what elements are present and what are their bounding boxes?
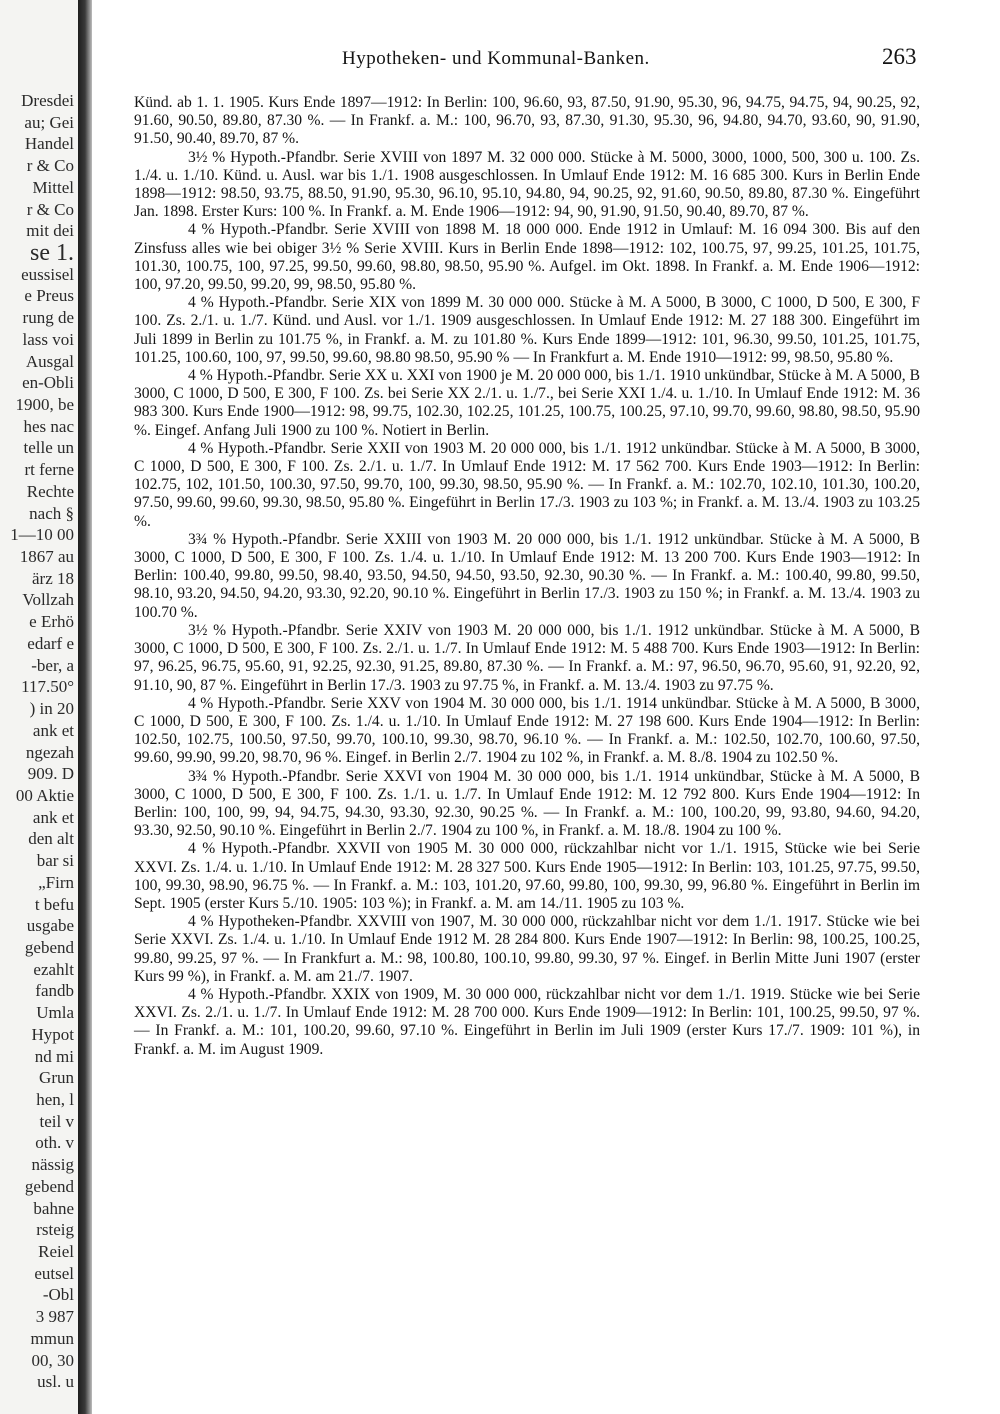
text-column	[134, 94, 920, 1059]
previous-page-fragment: 909. D	[27, 764, 74, 783]
previous-page-fragment: telle un	[23, 438, 74, 457]
previous-page-fragment: rsteig	[36, 1220, 74, 1239]
previous-page-fragment: hes nac	[23, 417, 74, 436]
previous-page-fragment: nd mi	[34, 1047, 74, 1066]
previous-page-fragment: edarf e	[27, 634, 74, 653]
previous-page-fragment: „Firn	[38, 873, 74, 892]
previous-page-fragment: t befu	[34, 895, 74, 914]
paragraph: 3½ % Hypoth.-Pfandbr. Serie XXIV von 1903 M. 20 000 000, bis 1./1. 1912 unkündbar. Stücke à M. A 5000, B 3000, C 1000, D 500, E 300, F 100. Zs. 2./1. u. 1./7. In Umlauf Ende 1912: M. 5 488 700. Kurs Ende 1903—1912: In Berlin: 97, 96.25, 96.75, 95.60, 91, 92.25, 92.30, 91.25, 89.80, 87.30 %. — In Frankf. a. M.: 97, 96.50, 96.70, 95.60, 91, 92.20, 92, 91.10, 90, 87 %. Eingeführt in Berlin 17./3. 1903 zu 97.75 %, in Frankf. a. M. 13./4. 1903 zu 97.75 %.	[134, 621, 920, 694]
previous-page-fragment: 1867 au	[19, 547, 74, 566]
previous-page-fragment: hen, l	[36, 1090, 74, 1109]
previous-page-fragment: lass voi	[22, 330, 74, 349]
previous-page-fragment: eutsel	[34, 1264, 74, 1283]
previous-page-fragment: e Preus	[24, 286, 74, 305]
previous-page-fragment: Grun	[39, 1068, 74, 1087]
previous-page-fragment: 1—10 00	[10, 525, 74, 544]
previous-page-fragment: usl. u	[37, 1372, 74, 1391]
previous-page-fragment: Ausgal	[25, 352, 74, 371]
previous-page-fragment: ngezah	[25, 743, 74, 762]
previous-page-fragment: bar si	[36, 851, 74, 870]
previous-page-fragment: ärz 18	[31, 569, 74, 588]
previous-page-fragment: gebend	[24, 938, 74, 957]
previous-page-fragment: Reiel	[38, 1242, 74, 1261]
previous-page-fragment: oth. v	[35, 1133, 74, 1152]
previous-page-fragment: bahne	[33, 1199, 74, 1218]
previous-page-fragment: r & Co	[26, 156, 74, 175]
previous-page-fragment: ) in 20	[29, 699, 74, 718]
previous-page-fragment: Hypot	[31, 1025, 74, 1044]
previous-page-fragment: Umla	[36, 1003, 74, 1022]
previous-page-fragment: -Obl	[42, 1285, 74, 1304]
paragraph: 3¾ % Hypoth.-Pfandbr. Serie XXIII von 1903 M. 20 000 000, bis 1./1. 1912 unkündbar. Stücke à M. A 5000, B 3000, C 1000, D 500, E 300, F 100. Zs. 1./4. u. 1./10. In Umlauf Ende 1912: M. 13 200 700. Kurs Ende 1903—1912: In Berlin: 100.40, 99.80, 99.50, 98.40, 93.50, 94.50, 94.50, 93.50, 92.30, 90.30 %. — In Frankf. a. M.: 100.40, 99.80, 99.50, 98.10, 93.20, 94.50, 94.20, 93.30, 92.20, 90.10 %. Eingeführt in Berlin 17./3. 1903 zu 150 %; in Frankf. a. M. 13./4. 1903 zu 100.70 %.	[134, 530, 920, 621]
previous-page-fragment: 1900, be	[15, 395, 74, 414]
paragraph: Künd. ab 1. 1. 1905. Kurs Ende 1897—1912: In Berlin: 100, 96.60, 93, 87.50, 91.90, 95.30, 96, 94.75, 94.75, 94, 90.25, 92, 91.60, 90.50, 89.80, 87.30 %. — In Frankf. a. M.: 100, 96.70, 93, 87.30, 91.30, 95.30, 96, 94.80, 94.70, 93.60, 90, 91.90, 91.50, 90.40, 89.70, 87 %.	[134, 94, 920, 148]
previous-page-fragment: Dresdei	[21, 91, 74, 110]
previous-page-fragment: mmun	[30, 1329, 74, 1348]
previous-page-fragment: nässig	[31, 1155, 74, 1174]
previous-page-fragment: teil v	[39, 1112, 74, 1131]
previous-page-fragment: -ber, a	[31, 656, 74, 675]
previous-page-fragment: mit dei	[26, 221, 74, 240]
previous-page-edge	[0, 0, 78, 1414]
previous-page-fragment: e Erhö	[29, 612, 74, 631]
previous-page-fragment: au; Gei	[24, 113, 74, 132]
previous-page-fragment: se 1.	[30, 240, 74, 266]
previous-page-fragment: eussisel	[21, 265, 74, 284]
previous-page-fragment: gebend	[24, 1177, 74, 1196]
paragraph: 4 % Hypoth.-Pfandbr. Serie XXII von 1903 M. 20 000 000, bis 1./1. 1912 unkündbar. Stücke à M. A 5000, B 3000, C 1000, D 500, E 300, F 100. Zs. 2./1. u. 1./7. In Umlauf Ende 1912: M. 17 562 700. Kurs Ende 1903—1912: In Berlin: 102.75, 102, 101.50, 100.30, 97.50, 99.70, 100, 99.30, 98.50, 95.90 %. — In Frankf. a. M.: 102.70, 102.10, 101.30, 100.20, 97.50, 99.60, 99.60, 99.30, 98.50, 95.80 %. Eingeführt in Berlin 17./3. 1903 zu 103 %; in Frankf. a. M. 13./4. 1903 zu 103.25 %.	[134, 439, 920, 530]
previous-page-fragment: rung de	[22, 308, 74, 327]
paragraph: 3½ % Hypoth.-Pfandbr. Serie XVIII von 1897 M. 32 000 000. Stücke à M. 5000, 3000, 1000, 500, 300 u. 100. Zs. 1./4. u. 1./10. Künd. u. Ausl. war bis 1./1. 1908 ausgeschlossen. In Umlauf Ende 1912: M. 16 685 300. Kurs in Berlin Ende 1898—1912: 98.50, 93.75, 88.50, 91.90, 95.30, 96.10, 95.10, 94.80, 94, 90.25, 92, 91.60, 90.50, 89.80, 87.30 %. Eingeführt Jan. 1898. Erster Kurs: 100 %. In Frankf. a. M. Ende 1906—1912: 94, 90, 91.90, 91.50, 90.40, 89.70, 87 %.	[134, 148, 920, 221]
previous-page-fragment: Rechte	[26, 482, 74, 501]
previous-page-fragment: den alt	[28, 829, 74, 848]
paragraph: 4 % Hypoth.-Pfandbr. Serie XIX von 1899 M. 30 000 000. Stücke à M. A 5000, B 3000, C 1000, D 500, E 300, F 100. Zs. 2./1. u. 1./7. Künd. und Ausl. vor 1./1. 1909 ausgeschlossen. In Umlauf Ende 1912: M. 27 188 300. Eingeführt im Juli 1899 in Berlin zu 101.75 %, in Frankf. a. M. zu 101.80 %. Kurs Ende 1899—1912: 101, 96.30, 99.50, 101.25, 101.75, 101.25, 100.60, 100, 97, 99.50, 99.60, 98.80 98.50, 95.90 % — In Frankfurt a. M. Ende 1910—1912: 99, 98.50, 95.80 %.	[134, 294, 920, 366]
paragraph: 4 % Hypoth.-Pfandbr. XXVII von 1905 M. 30 000 000, rückzahlbar nicht vor 1./1. 1915, Stücke wie bei Serie XXVI. Zs. 1./4. u. 1./10. In Umlauf Ende 1912: M. 28 327 500. Kurs Ende 1905—1912: In Berlin: 103, 101.25, 97.75, 99.50, 100, 99.30, 98.90, 96.75 %. — In Frankf. a. M.: 103, 101.20, 97.60, 99.80, 100, 99.30, 99, 96.80 %. Eingeführt in Berlin im Sept. 1905 (erster Kurs 5./10. 1905: 103 %); in Frankf. a. M. am 14./11. 1905 zu 103 %.	[134, 840, 920, 912]
book-binding-shadow	[78, 0, 92, 1414]
previous-page-fragment: en-Obli	[22, 373, 74, 392]
book-page	[92, 0, 1000, 1414]
previous-page-fragment: usgabe	[26, 916, 74, 935]
previous-page-fragment: Mittel	[32, 178, 74, 197]
paragraph: 4 % Hypoth.-Pfandbr. XXIX von 1909, M. 30 000 000, rückzahlbar nicht vor dem 1./1. 1919. Stücke wie bei Serie XXVI. Zs. 2./1. u. 1./7. In Umlauf Ende 1912: M. 28 700 000. Kurs Ende 1909—1912: In Berlin: 101, 100.25, 99.50, 97 %. — In Frankf. a. M.: 101, 100.20, 99.60, 97.10 %. Eingeführt in Berlin im Juli 1909 (erster Kurs 17./7. 1909: 101 %), in Frankf. a. M. im August 1909.	[134, 985, 920, 1058]
previous-page-fragment: 00 Aktie	[15, 786, 74, 805]
paragraph: 4 % Hypoth.-Pfandbr. Serie XXV von 1904 M. 30 000 000, bis 1./1. 1914 unkündbar. Stücke à M. A 5000, B 3000, C 1000, D 500, E 300, F 100. Zs. 1./4. u. 1./10. In Umlauf Ende 1912: M. 27 198 600. Kurs Ende 1904—1912: In Berlin: 102.50, 102.75, 100.50, 97.50, 99.70, 100.10, 99.30, 98.70, 96.10 %. — In Frankf. a. M.: 102.50, 102.70, 100.60, 97.50, 99.60, 99.90, 99.20, 98.70, 96 %. Eingef. in Berlin 2./7. 1904 zu 102 %, in Frankf. a. M. 8./8. 1904 zu 102.50 %.	[134, 694, 920, 767]
paragraph: 3¾ % Hypoth.-Pfandbr. Serie XXVI von 1904 M. 30 000 000, bis 1./1. 1914 unkündbar, Stücke à M. A 5000, B 3000, C 1000, D 500, E 300, F 100. Zs. 1./1. u. 1./7. In Umlauf Ende 1912: M. 12 792 800. Kurs Ende 1904—1912: In Berlin: 100, 100, 99, 94, 94.75, 94.30, 93.30, 92.30, 90.25 %. — In Frankf. a. M.: 100, 100.20, 99, 93.80, 94.60, 94.20, 93.30, 92.50, 90.10 %. Eingeführt in Berlin 2./7. 1904 zu 100 %, in Frankf. a. M. 18./8. 1904 zu 100 %.	[134, 767, 920, 840]
previous-page-fragment: ank et	[32, 808, 74, 827]
paragraph: 4 % Hypoth.-Pfandbr. Serie XX u. XXI von 1900 je M. 20 000 000, bis 1./1. 1910 unkündbar, Stücke à M. A 5000, B 3000, C 1000, D 500, E 300, F 100. Zs. bei Serie XX 2./1. u. 1./7., bei Serie XXI 1./4. u. 1./10. In Umlauf Ende 1912: M. 36 983 300. Kurs Ende 1900—1912: 98, 99.75, 102.30, 102.25, 101.25, 100.75, 100.25, 97.10, 99.70, 99.60, 98.80, 98.50, 95.90 %. Eingef. Anfang Juli 1900 zu 100 %. Notiert in Berlin.	[134, 367, 920, 439]
previous-page-fragment: 3 987	[35, 1307, 74, 1326]
previous-page-fragment: ank et	[32, 721, 74, 740]
previous-page-fragment: r & Co	[26, 200, 74, 219]
paragraph: 4 % Hypotheken-Pfandbr. XXVIII von 1907, M. 30 000 000, rückzahlbar nicht vor dem 1./1. 1917. Stücke wie bei Serie XXVI. Zs. 1./4. u. 1./10. In Umlauf Ende 1912 M. 28 284 800. Kurs Ende 1907—1912: In Berlin: 98, 100.25, 100.25, 99.80, 99.25, 97 %. — In Frankfurt a. M.: 98, 100.80, 100.10, 99.80, 99.30, 97 %. Eingef. in Berlin Mitte Juni 1907 (erster Kurs 99 %), in Frankf. a. M. am 21./7. 1907.	[134, 913, 920, 985]
paragraph: 4 % Hypoth.-Pfandbr. Serie XVIII von 1898 M. 18 000 000. Ende 1912 in Umlauf: M. 16 094 300. Bis auf den Zinsfuss alles wie bei obiger 3½ % Serie XVIII. Kurs in Berlin Ende 1898—1912: 102, 100.75, 97, 99.25, 101.25, 101.75, 101.30, 100.75, 100, 97.25, 99.50, 99.60, 98.80, 98.50, 95.90 %. Aufgel. im Okt. 1898. In Frankf. a. M. Ende 1906—1912: 100, 97.20, 99.50, 99.20, 99, 98.50, 95.80 %.	[134, 221, 920, 294]
previous-page-fragment: nach §	[29, 504, 74, 523]
running-head: Hypotheken- und Kommunal-Banken.	[342, 48, 650, 69]
previous-page-fragment: ezahlt	[33, 960, 74, 979]
previous-page-fragment: 00, 30	[31, 1351, 74, 1370]
previous-page-fragment: rt ferne	[24, 460, 74, 479]
previous-page-fragment: fandb	[35, 981, 74, 1000]
previous-page-fragment: Handel	[24, 134, 74, 153]
previous-page-fragment: 117.50°	[21, 677, 74, 696]
previous-page-fragment: Vollzah	[22, 590, 74, 609]
page-number: 263	[882, 44, 917, 69]
